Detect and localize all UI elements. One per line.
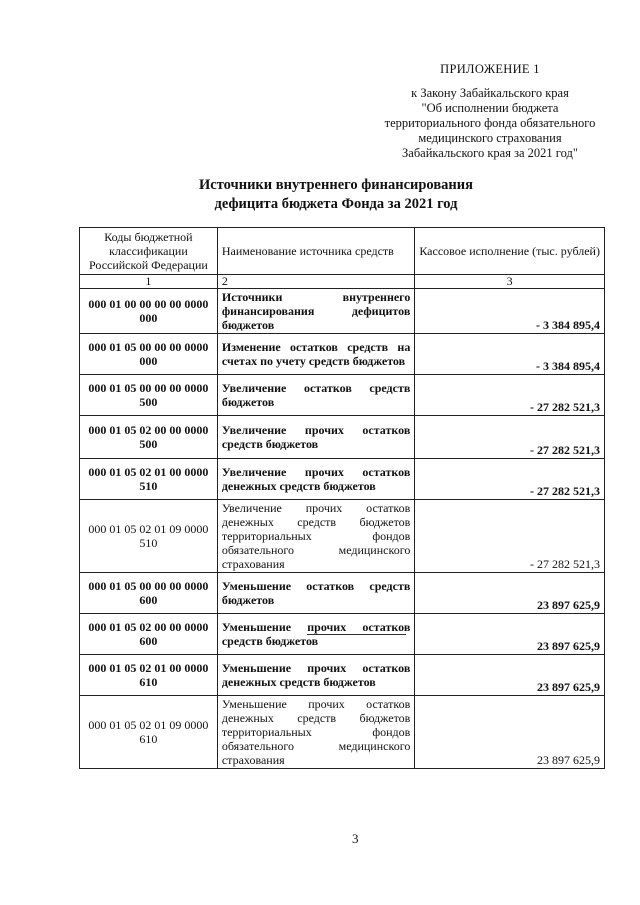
appendix-line: Забайкальского края за 2021 год"	[402, 146, 578, 160]
row-code: 000 01 05 02 00 00 0000 600	[80, 614, 218, 655]
row-amount: 23 897 625,9	[415, 614, 605, 655]
table-row	[80, 375, 605, 416]
table-row	[80, 416, 605, 459]
row-name: Увеличение остатков средств бюджетов	[217, 375, 414, 416]
row-amount: 23 897 625,9	[415, 655, 605, 696]
document-title	[0, 176, 640, 214]
row-code: 000 01 00 00 00 00 0000 000	[80, 289, 218, 334]
row-code: 000 01 05 02 00 00 0000 500	[80, 416, 218, 459]
row-name: Изменение остатков средств на счетах по учету средств бюджетов	[217, 334, 414, 375]
row-amount: 23 897 625,9	[415, 573, 605, 614]
row-code: 000 01 05 02 01 09 0000 610	[80, 696, 218, 769]
row-name: Уменьшение прочих остатков денежных средств бюджетов территориальных фондов обязательного медицинского страхования	[217, 696, 414, 769]
appendix-line: медицинского страхования	[418, 131, 562, 145]
row-amount: - 3 384 895,4	[415, 289, 605, 334]
column-number: 1	[80, 275, 218, 289]
title-line-1: Источники внутреннего финансирования	[199, 177, 473, 193]
appendix-line: территориального фонда обязательного	[384, 116, 596, 130]
column-number-row	[80, 275, 605, 289]
page-number: 3	[352, 831, 359, 846]
row-amount: 23 897 625,9	[415, 696, 605, 769]
row-code: 000 01 05 02 01 00 0000 510	[80, 459, 218, 500]
header-name: Наименование источника средств	[217, 228, 414, 275]
row-name: Уменьшение остатков средств бюджетов	[217, 573, 414, 614]
table-row	[80, 500, 605, 573]
appendix-block	[380, 62, 600, 161]
row-amount: - 27 282 521,3	[415, 459, 605, 500]
table-row	[80, 459, 605, 500]
table-row	[80, 334, 605, 375]
column-number: 3	[415, 275, 605, 289]
row-code: 000 01 05 02 01 00 0000 610	[80, 655, 218, 696]
row-amount: - 27 282 521,3	[415, 500, 605, 573]
row-code: 000 01 05 00 00 00 0000 000	[80, 334, 218, 375]
row-name: Увеличение прочих остатков денежных средств бюджетов	[217, 459, 414, 500]
row-code: 000 01 05 00 00 00 0000 600	[80, 573, 218, 614]
row-name: Уменьшение прочих остатков денежных средств бюджетов	[217, 655, 414, 696]
row-name: Увеличение прочих остатков денежных средств бюджетов территориальных фондов обязательного медицинского страхования	[217, 500, 414, 573]
separator-line	[307, 634, 406, 635]
sources-table	[79, 227, 605, 769]
header-amount: Кассовое исполнение (тыс. рублей)	[415, 228, 605, 275]
appendix-heading: ПРИЛОЖЕНИЕ 1	[440, 62, 540, 76]
title-line-2: дефицита бюджета Фонда за 2021 год	[214, 196, 458, 212]
column-number: 2	[217, 275, 414, 289]
row-name: Источники внутреннего финансирования дефицитов бюджетов	[217, 289, 414, 334]
row-name: Увеличение прочих остатков средств бюджетов	[217, 416, 414, 459]
row-code: 000 01 05 00 00 00 0000 500	[80, 375, 218, 416]
table-row	[80, 573, 605, 614]
row-amount: - 3 384 895,4	[415, 334, 605, 375]
appendix-line: к Закону Забайкальского края	[411, 86, 569, 100]
row-amount: - 27 282 521,3	[415, 416, 605, 459]
table-row	[80, 289, 605, 334]
row-amount: - 27 282 521,3	[415, 375, 605, 416]
table-header-row	[80, 228, 605, 275]
table-row	[80, 696, 605, 769]
appendix-line: "Об исполнении бюджета	[421, 101, 559, 115]
row-name: Уменьшение прочих остатков средств бюджетов	[217, 614, 414, 655]
row-code: 000 01 05 02 01 09 0000 510	[80, 500, 218, 573]
table-row	[80, 655, 605, 696]
header-codes: Коды бюджетной классификации Российской Федерации	[80, 228, 218, 275]
